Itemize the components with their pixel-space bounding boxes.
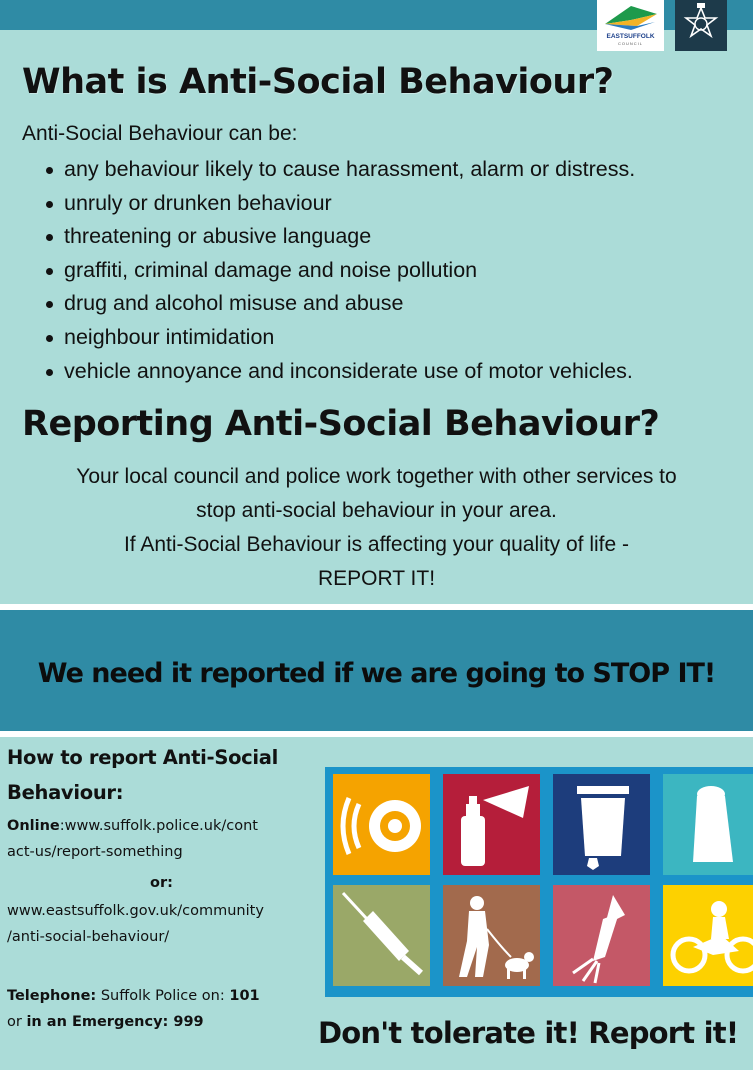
syringe-icon	[333, 885, 430, 986]
heading-line: How to report Anti-Social	[7, 746, 279, 769]
asb-icon-grid	[325, 767, 753, 997]
suffolk-police-crest	[675, 0, 727, 51]
reporting-paragraph	[0, 460, 753, 596]
telephone-number[interactable]: 101	[229, 988, 260, 1004]
list-item: threatening or abusive language	[44, 221, 635, 255]
section-title-what-is-asb: What is Anti-Social Behaviour?	[22, 62, 614, 102]
heading-line: Behaviour:	[7, 781, 124, 804]
divider	[0, 731, 753, 737]
council-report-link[interactable]: www.eastsuffolk.gov.uk/community	[7, 903, 264, 919]
or-text: or:	[150, 875, 173, 891]
police-report-link-cont[interactable]: act-us/report-something	[7, 844, 183, 860]
dog-walker-icon	[443, 885, 540, 986]
paragraph-line: REPORT IT!	[317, 567, 436, 590]
online-line-2	[7, 839, 183, 865]
list-item: unruly or drunken behaviour	[44, 188, 635, 222]
paper-cup-icon	[663, 774, 753, 875]
footer-slogan: Don't tolerate it! Report it!	[318, 1016, 739, 1050]
police-star-icon	[675, 0, 727, 51]
section-title-reporting-asb: Reporting Anti-Social Behaviour?	[22, 404, 660, 444]
spray-can-icon	[443, 774, 540, 875]
list-item: graffiti, criminal damage and noise pollution	[44, 255, 635, 289]
paragraph-line: stop anti-social behaviour in your area.	[196, 499, 557, 522]
east-suffolk-logo-mark	[597, 0, 664, 34]
how-to-report-heading	[7, 740, 278, 810]
telephone-label: Telephone:	[7, 988, 97, 1004]
paragraph-line: Your local council and police work together with other services to	[76, 465, 677, 488]
list-item: vehicle annoyance and inconsiderate use of motor vehicles.	[44, 356, 635, 390]
council-logo-subtext: COUNCIL	[617, 41, 643, 46]
online-label: Online	[7, 818, 60, 834]
asb-bullet-list	[44, 154, 635, 389]
list-item: any behaviour likely to cause harassment, alarm or distress.	[44, 154, 635, 188]
online-line-1	[7, 813, 258, 839]
noise-icon	[333, 774, 430, 875]
emergency-line	[7, 1009, 204, 1035]
telephone-text: Suffolk Police on:	[96, 988, 230, 1004]
police-report-link[interactable]: :www.suffolk.police.uk/cont	[59, 818, 258, 834]
banner-text: We need it reported if we are going to STOP IT!	[37, 658, 716, 689]
council-report-link-cont[interactable]: /anti-social-behaviour/	[7, 929, 170, 945]
council-link-line-2	[7, 924, 169, 950]
emergency-number[interactable]: in an Emergency: 999	[26, 1014, 204, 1030]
council-link-line-1	[7, 898, 264, 924]
firework-icon	[553, 885, 650, 986]
telephone-line	[7, 983, 260, 1009]
or-separator	[150, 870, 173, 896]
list-item: neighbour intimidation	[44, 322, 635, 356]
council-logo-text: EASTSUFFOLK	[606, 33, 655, 40]
east-suffolk-council-logo	[597, 0, 664, 51]
motorbike-icon	[663, 885, 753, 986]
emergency-or: or	[7, 1014, 27, 1030]
paragraph-line: If Anti-Social Behaviour is affecting your quality of life -	[123, 533, 630, 556]
list-item: drug and alcohol misuse and abuse	[44, 288, 635, 322]
intro-text: Anti-Social Behaviour can be:	[22, 122, 298, 145]
stop-it-banner	[0, 610, 753, 731]
litter-bin-icon	[553, 774, 650, 875]
